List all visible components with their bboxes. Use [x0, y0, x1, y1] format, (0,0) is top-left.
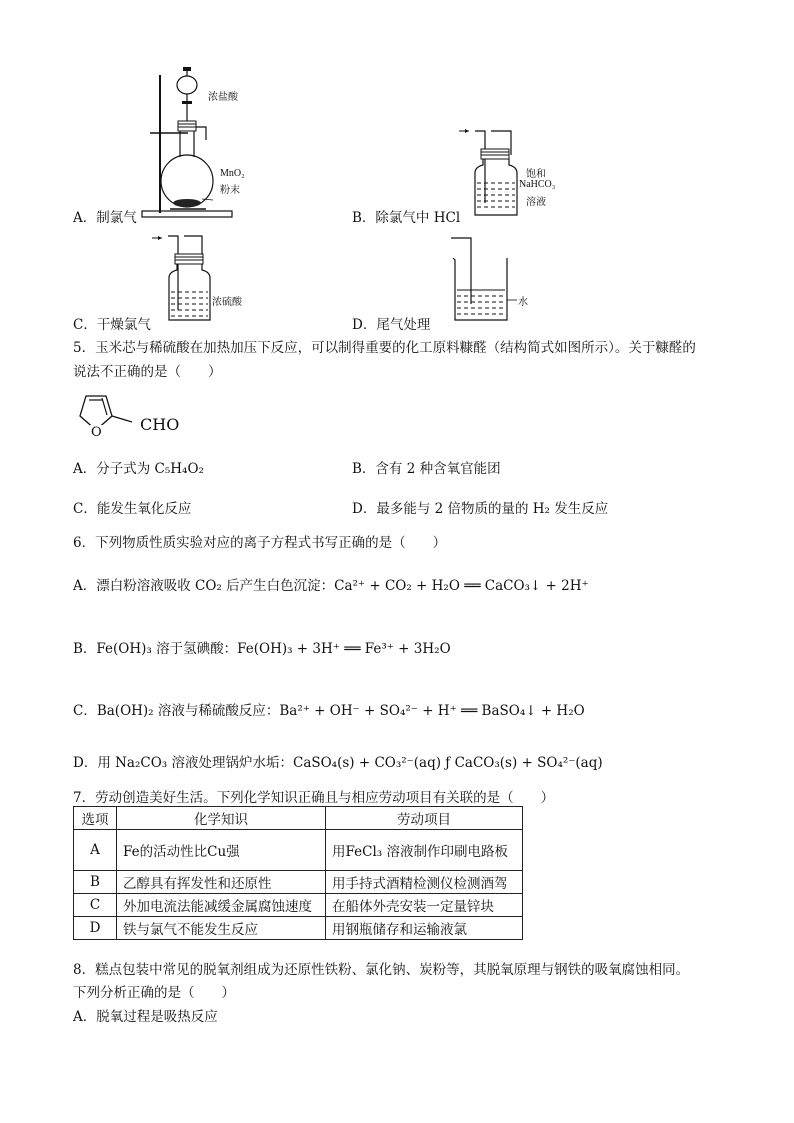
row-b-knowledge: 乙醇具有挥发性和还原性 [117, 871, 326, 894]
q4-option-c: C．干燥氯气 [73, 317, 151, 333]
row-d-option: D [74, 917, 117, 940]
row-b-option: B [74, 871, 117, 894]
q8-stem-line1: 8．糕点包装中常见的脱氧剂组成为还原性铁粉、氯化钠、炭粉等，其脱氧原理与钢铁的吸氧腐蚀相同。 [73, 962, 690, 978]
label-mno2: MnO₂ [220, 168, 245, 179]
row-a-option: A [74, 830, 117, 871]
row-a-knowledge: Fe的活动性比Cu强 [117, 830, 326, 871]
row-c-labor: 在船体外壳安装一定量锌块 [326, 894, 523, 917]
row-c-option: C [74, 894, 117, 917]
q8-stem-line2: 下列分析正确的是（ ） [73, 985, 235, 1001]
q5-stem-line1: 5．玉米芯与稀硫酸在加热加压下反应，可以制得重要的化工原料糠醛（结构简式如图所示）。关于糠醛的 [73, 340, 696, 356]
apparatus-drying-bottle-h2so4 [148, 230, 228, 325]
furfural-structure [70, 386, 150, 446]
furfural-cho-label: CHO [140, 415, 180, 434]
apparatus-gas-washing-bottle-nahco3 [455, 125, 535, 220]
q5-option-a: A．分子式为 C₅H₄O₂ [73, 461, 204, 477]
q7-table [73, 806, 523, 940]
q5-option-b: B．含有 2 种含氧官能团 [352, 461, 501, 477]
q4-option-a: A．制氯气 [73, 210, 137, 226]
header-labor: 劳动项目 [326, 807, 523, 830]
table-row [74, 871, 523, 894]
table-row [74, 917, 523, 940]
table-header-row [74, 807, 523, 830]
row-d-knowledge: 铁与氯气不能发生反应 [117, 917, 326, 940]
row-c-knowledge: 外加电流法能减缓金属腐蚀速度 [117, 894, 326, 917]
header-knowledge: 化学知识 [117, 807, 326, 830]
q6-option-c: C．Ba(OH)₂ 溶液与稀硫酸反应：Ba²⁺ + OH⁻ + SO₄²⁻ + H⁺ ══ BaSO₄↓ + H₂O [73, 703, 585, 719]
furfural-ring-oxygen: O [91, 425, 102, 440]
label-conc-hcl: 浓盐酸 [208, 92, 238, 103]
q6-option-b: B．Fe(OH)₃ 溶于氢碘酸：Fe(OH)₃ + 3H⁺ ══ Fe³⁺ + 3H₂O [73, 641, 451, 657]
q5-stem-line2: 说法不正确的是（ ） [73, 364, 222, 380]
table-row [74, 830, 523, 871]
label-solution: 溶液 [526, 197, 546, 208]
q6-option-d: D．用 Na₂CO₃ 溶液处理锅炉水垢：CaSO₄(s) + CO₃²⁻(aq) ƒ CaCO₃(s) + SO₄²⁻(aq) [73, 755, 603, 771]
label-saturated: 饱和 [526, 169, 546, 180]
label-water: 水 [518, 297, 528, 308]
q6-option-a: A．漂白粉溶液吸收 CO₂ 后产生白色沉淀：Ca²⁺ + CO₂ + H₂O ══ CaCO₃↓ + 2H⁺ [73, 578, 589, 594]
label-nahco3: NaHCO₃ [519, 179, 556, 190]
row-a-labor: 用FeCl₃ 溶液制作印刷电路板 [326, 830, 523, 871]
q4-option-b: B．除氯气中 HCl [352, 210, 461, 226]
q6-stem: 6．下列物质性质实验对应的离子方程式书写正确的是（ ） [73, 535, 447, 551]
row-b-labor: 用手持式酒精检测仪检测酒驾 [326, 871, 523, 894]
q5-option-c: C．能发生氧化反应 [73, 501, 192, 517]
q7-stem: 7．劳动创造美好生活。下列化学知识正确且与相应劳动项目有关联的是（ ） [73, 790, 555, 806]
row-d-labor: 用钢瓶储存和运输液氯 [326, 917, 523, 940]
q8-option-a: A．脱氧过程是吸热反应 [73, 1009, 218, 1025]
q5-option-d: D．最多能与 2 倍物质的量的 H₂ 发生反应 [352, 501, 609, 517]
q4-option-d: D．尾气处理 [352, 317, 431, 333]
header-option: 选项 [74, 807, 117, 830]
apparatus-beaker-water [445, 232, 525, 324]
label-conc-h2so4: 浓硫酸 [212, 297, 242, 308]
label-powder: 粉末 [220, 185, 240, 196]
table-row [74, 894, 523, 917]
